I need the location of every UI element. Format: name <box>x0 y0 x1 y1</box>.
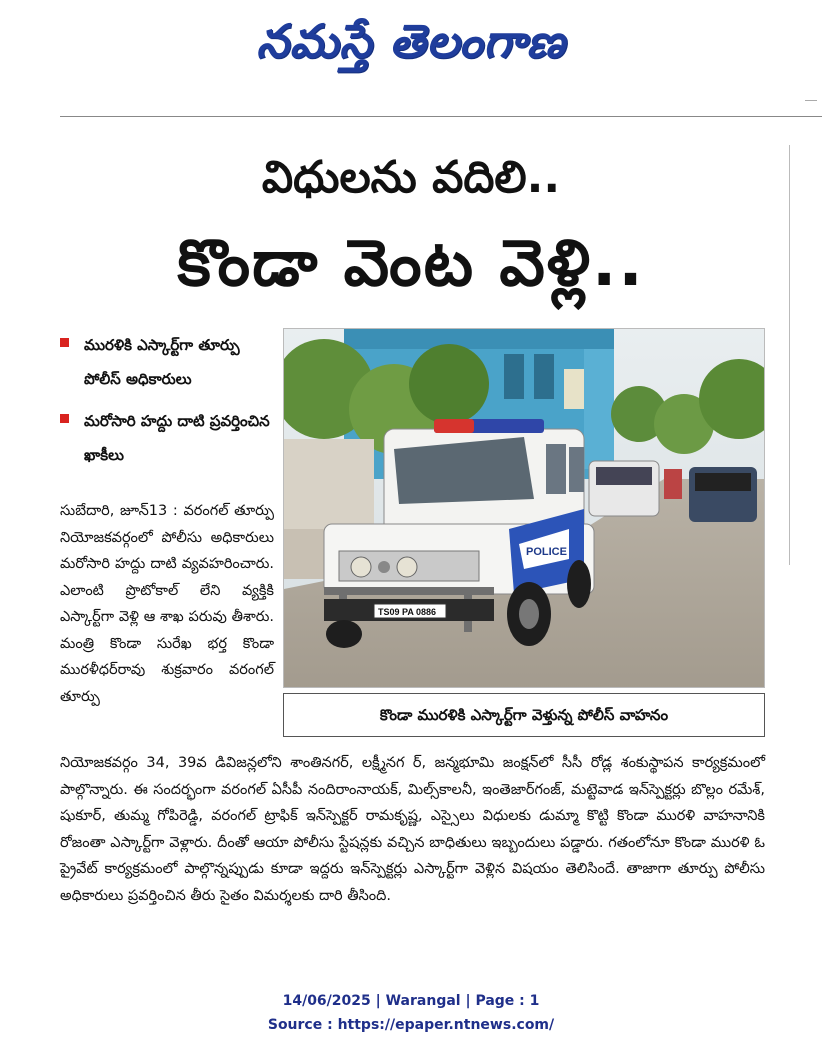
article-body-column: సుబేదారి, జూన్13 : వరంగల్ తూర్పు నియోజకవర్గంలో పోలీసు అధికారులు మరోసారి హద్దు దాటి వ్యవహరించారు. ఎలాంటి ప్రొటోకాల్ లేని వ్యక్తికి ఎస్కార్ట్‌గా వెళ్లి ఆ శాఖ పరువు తీశారు. మంత్రి కొండా సురేఖ భర్త కొండా మురళీధర్‌రావు శుక్రవారం వరంగల్ తూర్పు <box>60 503 274 705</box>
photo-caption: కొండా మురళికి ఎస్కార్ట్‌గా వెళ్తున్న పోలీస్ వాహనం <box>283 693 765 737</box>
masthead <box>0 6 822 76</box>
bullet-marker-icon <box>60 338 69 347</box>
article-body-wide: నియోజకవర్గం 34, 39వ డివిజన్లలోని శాంతినగర్, లక్ష్మీనగ ర్, జన్మభూమి జంక్షన్‌లో సీసీ రోడ్ల శంకుస్థాపన కార్యక్రమంలో పాల్గొన్నారు. ఈ సందర్భంగా వరంగల్ ఏసీపీ నందిరాంనాయక్, మిల్స్‌కాలనీ, ఇంతెజార్‌గంజ్, మట్టెవాడ ఇన్‌స్పెక్టర్లు బొల్లం రమేశ్, షుకూర్, తుమ్మ గోపిరెడ్డి, వరంగల్ ట్రాఫిక్ ఇన్‌స్పెక్టర్ రామకృష్ణ, ఎస్సైలు విధులకు డుమ్మా కొట్టి కొండా మురళి వాహనానికి రోజంతా ఎస్కార్ట్‌గా వెళ్లారు. దీంతో ఆయా పోలీసు స్టేషన్లకు వచ్చిన బాధితులు ఇబ్బందులు పడ్డారు. గతంలోనూ కొండా మురళి ఓ ప్రైవేట్ కార్యక్రమంలో పాల్గొన్నప్పుడు కూడా ఇద్దరు ఇన్‌స్పెక్టర్లు ఎస్కార్ట్‌గా వెళ్లిన విషయం తెలిసిందే. తాజాగా తూర్పు పోలీసు అధికారులు ప్రవర్తించిన తీరు సైతం విమర్శలకు దారి తీసింది. <box>60 755 765 904</box>
highlight-text: మురళికి ఎస్కార్ట్‌గా తూర్పు పోలీస్ అధికారులు <box>84 336 240 388</box>
number-plate: TS09 PA 0886 <box>378 607 437 617</box>
edition-info: 14/06/2025 | Warangal | Page : 1 <box>282 993 540 1009</box>
bullet-marker-icon <box>60 414 69 423</box>
headline-main: కొండా వెంట వెళ్లి.. <box>177 227 645 301</box>
police-vehicle-photo <box>284 329 765 688</box>
highlight-text: మరోసారి హద్దు దాటి ప్రవర్తించిన ఖాకీలు <box>84 412 270 464</box>
column-divider <box>789 145 790 565</box>
masthead-divider <box>60 116 822 117</box>
divider <box>805 100 817 101</box>
headline-kicker: విధులను వదిలి.. <box>261 152 561 203</box>
source-info: Source : https://epaper.ntnews.com/ <box>267 1017 555 1033</box>
door-police-label: POLICE <box>526 546 567 558</box>
highlight-item <box>58 328 278 396</box>
newspaper-logo: నమస్తే తెలంగాణ <box>256 14 566 68</box>
highlight-item <box>58 404 278 472</box>
highlights-list <box>58 328 278 480</box>
news-photo <box>283 328 765 688</box>
